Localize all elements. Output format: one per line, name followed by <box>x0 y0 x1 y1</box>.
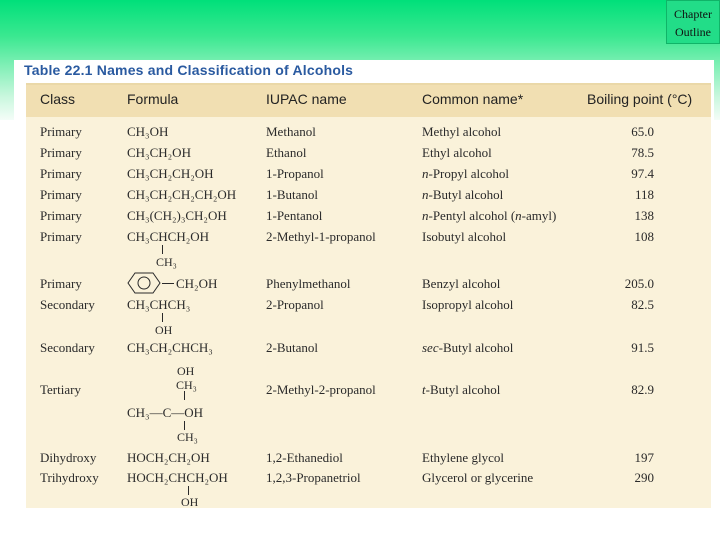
common-cell: Benzyl alcohol <box>422 276 501 291</box>
formula-cell: HOCH₂CHCH₂OH <box>127 470 228 485</box>
iupac-cell: Methanol <box>266 124 316 139</box>
formula-cell: CH₃—C—OH <box>127 405 204 420</box>
common-cell <box>422 340 513 356</box>
bp-cell: 78.5 <box>631 145 654 160</box>
bond-line <box>162 313 163 322</box>
iupac-cell: 1,2,3-Propanetriol <box>266 470 361 485</box>
class-cell: Primary <box>40 276 82 291</box>
class-cell: Primary <box>40 145 82 160</box>
chapter-outline-button[interactable] <box>666 0 720 44</box>
common-cell <box>422 382 500 398</box>
class-cell: Primary <box>40 229 82 244</box>
benzene-ring-icon <box>126 271 162 295</box>
table-title: Table 22.1 Names and Classification of Alcohols <box>24 62 354 78</box>
common-cell: Isopropyl alcohol <box>422 297 514 312</box>
formula-branch-top: CH₃ <box>176 378 197 392</box>
bp-cell: 197 <box>634 450 654 465</box>
formula-cell: CH₃CH₂CH₂CH₂OH <box>127 187 237 202</box>
common-mid: n <box>515 208 522 223</box>
bp-cell: 205.0 <box>624 276 654 291</box>
common-cell <box>422 166 509 182</box>
common-cell <box>422 187 503 203</box>
common-prefix: sec <box>422 340 439 355</box>
chapter-label: Chapter <box>674 7 712 21</box>
bp-cell: 65.0 <box>631 124 654 139</box>
common-cell <box>422 208 556 224</box>
common-prefix: n <box>422 208 429 223</box>
formula-branch: CH₃ <box>177 430 198 444</box>
common-cell: Methyl alcohol <box>422 124 502 139</box>
iupac-cell: Phenylmethanol <box>266 276 351 291</box>
formula-cell: CH₃CH₂OH <box>127 145 191 160</box>
alcohols-table-figure <box>14 60 714 509</box>
common-text: -Butyl alcohol <box>428 187 504 202</box>
common-prefix: n <box>422 187 429 202</box>
formula-cell: HOCH₂CH₂OH <box>127 450 210 465</box>
class-cell: Primary <box>40 124 82 139</box>
bp-cell: 118 <box>634 187 654 202</box>
bond-line <box>162 283 174 284</box>
iupac-cell: 2-Butanol <box>266 340 318 355</box>
header-common: Common name* <box>422 91 524 107</box>
formula-cell: CH₃CH₂CHCH₃ <box>127 340 213 355</box>
header-iupac: IUPAC name <box>266 91 347 107</box>
bp-cell: 97.4 <box>631 166 654 181</box>
formula-cell: CH₃CHCH₃ <box>127 297 191 312</box>
iupac-cell: 1-Propanol <box>266 166 324 181</box>
bp-cell: 91.5 <box>631 340 654 355</box>
table-panel <box>26 83 711 508</box>
header-bp: Boiling point (°C) <box>587 91 693 107</box>
bp-cell: 108 <box>634 229 654 244</box>
bond-line <box>184 421 185 430</box>
iupac-cell: 2-Propanol <box>266 297 324 312</box>
class-cell: Trihydroxy <box>40 470 99 485</box>
common-text: -Propyl alcohol <box>428 166 510 181</box>
common-prefix: t <box>422 382 426 397</box>
class-cell: Secondary <box>40 297 95 312</box>
common-text: -Butyl alcohol <box>425 382 501 397</box>
class-cell: Primary <box>40 208 82 223</box>
header-class: Class <box>40 91 76 107</box>
iupac-cell: 1-Butanol <box>266 187 318 202</box>
common-text: -Butyl alcohol <box>438 340 514 355</box>
iupac-cell: 2-Methyl-1-propanol <box>266 229 376 244</box>
header-formula: Formula <box>127 91 179 107</box>
common-cell: Isobutyl alcohol <box>422 229 507 244</box>
outline-label: Outline <box>675 25 711 39</box>
common-cell: Glycerol or glycerine <box>422 470 534 485</box>
formula-cell: CH₃OH <box>127 124 169 139</box>
iupac-cell: 1-Pentanol <box>266 208 323 223</box>
class-cell: Tertiary <box>40 382 81 397</box>
common-cell: Ethyl alcohol <box>422 145 492 160</box>
formula-cell: CH₃CHCH₂OH <box>127 229 210 244</box>
iupac-cell: 2-Methyl-2-propanol <box>266 382 376 397</box>
formula-cell: CH₃CH₂CH₂OH <box>127 166 214 181</box>
bp-cell: 290 <box>634 470 654 485</box>
bp-cell: 138 <box>634 208 654 223</box>
class-cell: Primary <box>40 166 82 181</box>
formula-branch: OH <box>181 495 199 509</box>
class-cell: Primary <box>40 187 82 202</box>
formula-cell: CH₂OH <box>176 276 218 291</box>
bp-cell: 82.5 <box>631 297 654 312</box>
iupac-cell: 1,2-Ethanediol <box>266 450 343 465</box>
common-prefix: n <box>422 166 429 181</box>
formula-branch: CH₃ <box>156 255 177 269</box>
bond-line <box>184 391 185 400</box>
class-cell: Secondary <box>40 340 95 355</box>
formula-branch: OH <box>155 323 173 337</box>
bond-line <box>162 245 163 254</box>
iupac-cell: Ethanol <box>266 145 307 160</box>
class-cell: Dihydroxy <box>40 450 97 465</box>
table-header-row <box>26 85 711 117</box>
common-text: -Pentyl alcohol ( <box>428 208 516 223</box>
formula-cell: CH₃(CH₂)₃CH₂OH <box>127 208 227 223</box>
formula-branch: OH <box>177 364 195 378</box>
bond-line <box>188 486 189 495</box>
common-suffix: -amyl) <box>521 208 557 223</box>
bp-cell: 82.9 <box>631 382 654 397</box>
common-cell: Ethylene glycol <box>422 450 504 465</box>
